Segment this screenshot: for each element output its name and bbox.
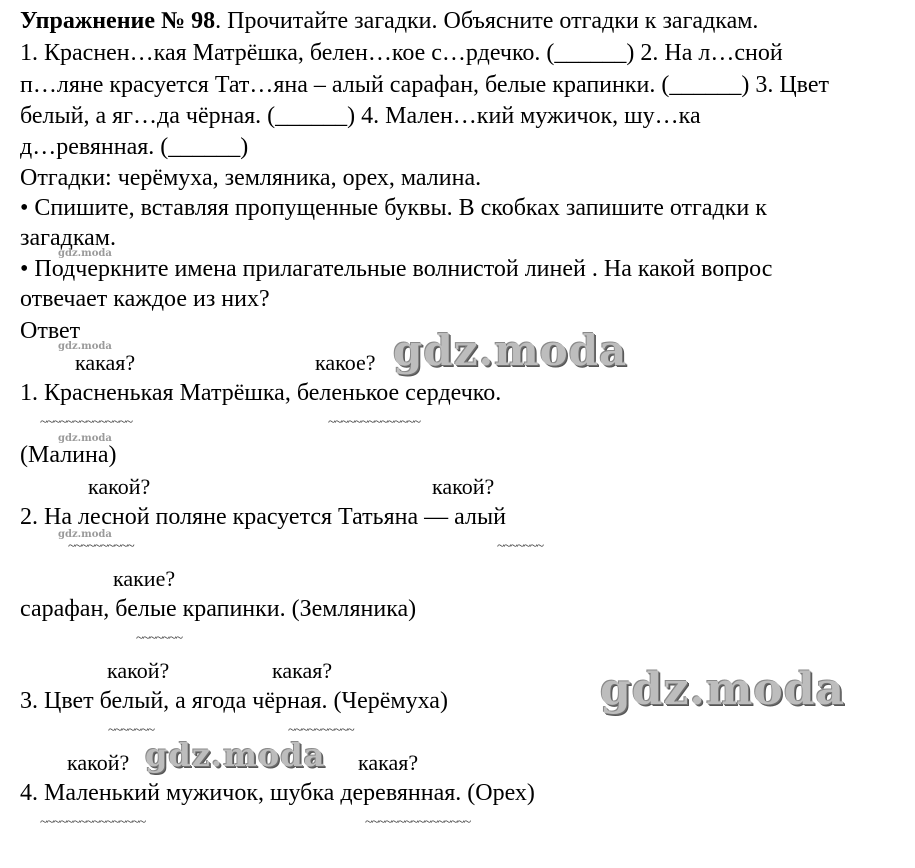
wavy-underline: ~~~~~~~~~~~~~~ <box>40 415 133 430</box>
watermark-large: gdz.moda <box>145 736 326 774</box>
question-label: какая? <box>272 658 333 683</box>
exercise-title: Упражнение № 98 <box>20 8 216 34</box>
wavy-underline: ~~~~~~~~~~ <box>68 539 134 554</box>
answer-heading: Ответ <box>20 318 81 344</box>
instruction-bullet-1-cont: загадкам. <box>20 225 116 251</box>
wavy-underline: ~~~~~~~~~~ <box>288 723 354 738</box>
watermark-small: gdz.moda <box>58 341 112 352</box>
wavy-underline: ~~~~~~~~~~~~~~ <box>328 415 421 430</box>
watermark-small: gdz.moda <box>58 248 112 259</box>
question-label: какой? <box>432 474 495 499</box>
question-label: какая? <box>75 350 136 375</box>
instruction-bullet-2: • Подчеркните имена прилагательные волнистой линей . На какой вопрос <box>20 256 773 282</box>
question-label: какой? <box>107 658 170 683</box>
answer-line-2-cont: сарафан, белые крапинки. (Земляника) <box>20 596 417 622</box>
riddle-answers-list: Отгадки: черёмуха, земляника, орех, малина. <box>20 165 482 191</box>
riddle-line-1: 1. Краснен…кая Матрёшка, белен…кое с…рдечко. (______) 2. На л…сной <box>20 40 783 66</box>
task-heading-line <box>20 6 758 36</box>
question-label: какая? <box>358 750 419 775</box>
answer-line-4: 4. Маленький мужичок, шубка деревянная. (Орех) <box>20 780 535 806</box>
answer-line-1-guess: (Малина) <box>20 442 117 468</box>
question-label: какой? <box>88 474 151 499</box>
answer-line-2: 2. На лесной поляне красуется Татьяна — алый <box>20 504 506 530</box>
riddle-line-4: д…ревянная. (______) <box>20 134 249 160</box>
task-instruction: . Прочитайте загадки. Объясните отгадки к загадкам. <box>215 8 759 34</box>
answer-line-1: 1. Красненькая Матрёшка, беленькое сердечко. <box>20 380 502 406</box>
watermark-large: gdz.moda <box>393 326 628 375</box>
watermark-large: gdz.moda <box>600 664 846 715</box>
instruction-bullet-1: • Спишите, вставляя пропущенные буквы. В скобках запишите отгадки к <box>20 195 767 221</box>
wavy-underline: ~~~~~~~~~~~~~~~~ <box>365 815 471 830</box>
question-label: какие? <box>113 566 176 591</box>
answer-line-3: 3. Цвет белый, а ягода чёрная. (Черёмуха) <box>20 688 448 714</box>
instruction-bullet-2-cont: отвечает каждое из них? <box>20 286 270 312</box>
watermark-small: gdz.moda <box>58 529 112 540</box>
wavy-underline: ~~~~~~~ <box>497 539 544 554</box>
wavy-underline: ~~~~~~~ <box>108 723 155 738</box>
riddle-line-3: белый, а яг…да чёрная. (______) 4. Мален…кий мужичок, шу…ка <box>20 103 701 129</box>
watermark-small: gdz.moda <box>58 433 112 444</box>
wavy-underline: ~~~~~~~ <box>136 631 183 646</box>
riddle-line-2: п…ляне красуется Тат…яна – алый сарафан, белые крапинки. (______) 3. Цвет <box>20 72 830 98</box>
question-label: какое? <box>315 350 376 375</box>
question-label: какой? <box>67 750 130 775</box>
wavy-underline: ~~~~~~~~~~~~~~~~ <box>40 815 146 830</box>
